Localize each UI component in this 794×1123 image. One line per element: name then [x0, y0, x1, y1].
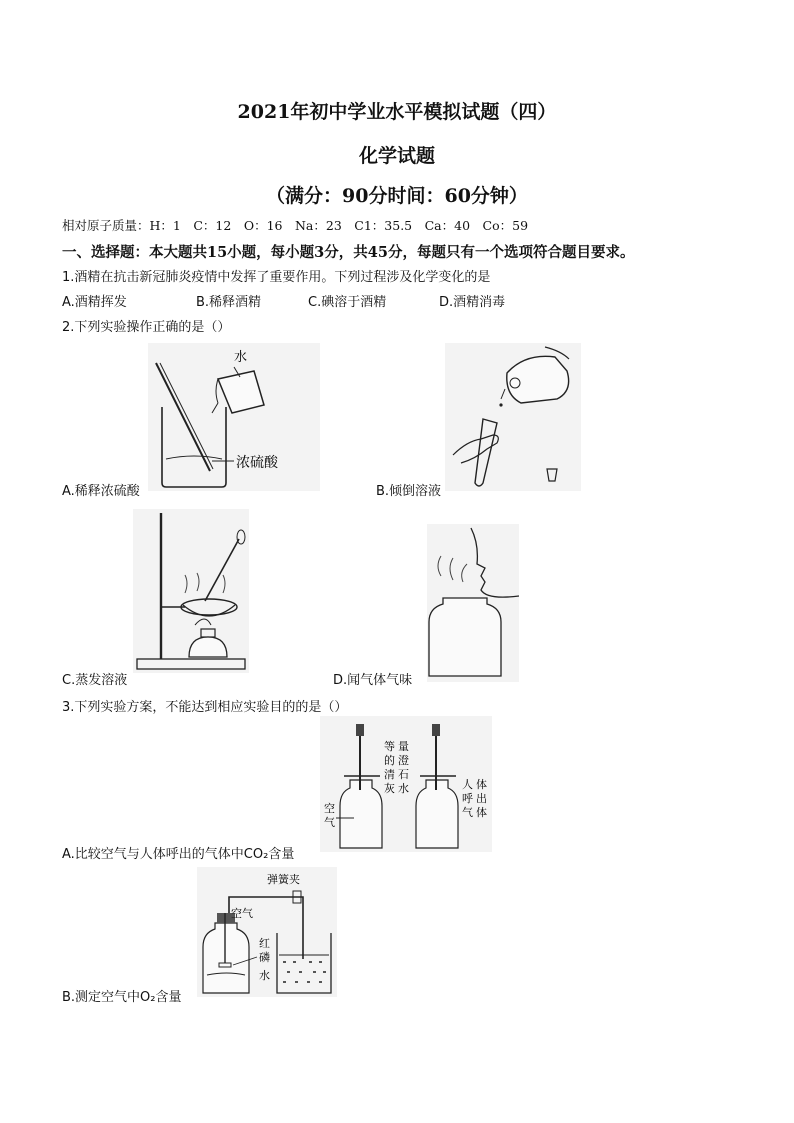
q2-option-b: B.倾倒溶液: [376, 484, 442, 499]
pour-solution-figure: [445, 343, 581, 491]
svg-text:石: 石: [398, 768, 409, 781]
svg-text:空气: 空气: [231, 907, 253, 920]
exam-title: 2021年初中学业水平模拟试题（四）: [237, 101, 557, 123]
svg-text:体: 体: [476, 806, 487, 819]
q3-stem: 3.下列实验方案，不能达到相应实验目的的是（）: [62, 700, 348, 715]
svg-text:气: 气: [462, 806, 473, 819]
q1-option-c: C.碘溶于酒精: [308, 295, 387, 310]
evaporate-figure: [133, 509, 249, 673]
smell-gas-figure: [427, 524, 519, 682]
section-heading: 一、选择题：本大题共15小题，每小题3分，共45分，每题只有一个选项符合题目要求。: [62, 244, 635, 261]
q1-option-d: D.酒精消毒: [439, 295, 506, 310]
svg-text:清: 清: [384, 768, 395, 781]
svg-text:人: 人: [462, 778, 473, 791]
q3-option-a: A.比较空气与人体呼出的气体中CO₂含量: [62, 847, 295, 862]
dilute-acid-figure: [148, 343, 320, 491]
score-time: （满分：90分时间：60分钟）: [266, 185, 528, 207]
svg-text:水: 水: [398, 782, 409, 795]
svg-text:弹簧夹: 弹簧夹: [267, 873, 300, 886]
q2-option-a: A.稀释浓硫酸: [62, 484, 140, 499]
svg-text:体: 体: [476, 778, 487, 791]
water-label: 水: [234, 350, 248, 365]
q2-stem: 2.下列实验操作正确的是（）: [62, 320, 231, 335]
svg-text:量: 量: [398, 740, 409, 753]
atomic-masses: 相对原子质量：H：1 C：12 O：16 Na：23 C1：35.5 Ca：40 Co：59: [62, 218, 529, 233]
svg-text:等: 等: [384, 740, 395, 753]
svg-text:呼: 呼: [462, 792, 473, 805]
svg-text:磷: 磷: [259, 951, 270, 964]
acid-label: 浓硫酸: [236, 455, 278, 471]
subject-title: 化学试题: [358, 145, 435, 167]
q2-option-c: C.蒸发溶液: [62, 673, 128, 688]
q1-option-b: B.稀释酒精: [196, 295, 262, 310]
svg-text:气: 气: [324, 816, 335, 829]
measure-o2-figure: [197, 867, 337, 997]
svg-text:空: 空: [324, 802, 335, 815]
svg-text:的: 的: [384, 754, 395, 767]
compare-co2-figure: [320, 716, 492, 852]
svg-text:红: 红: [259, 937, 270, 950]
q3-option-b: B.测定空气中O₂含量: [62, 990, 182, 1005]
q2-option-d: D.闻气体气味: [333, 673, 413, 688]
svg-text:水: 水: [259, 969, 270, 982]
svg-text:灰: 灰: [384, 782, 395, 795]
q1-stem: 1.酒精在抗击新冠肺炎疫情中发挥了重要作用。下列过程涉及化学变化的是: [62, 270, 491, 285]
q1-option-a: A.酒精挥发: [62, 295, 127, 310]
svg-text:出: 出: [476, 792, 487, 805]
svg-text:澄: 澄: [398, 754, 409, 767]
